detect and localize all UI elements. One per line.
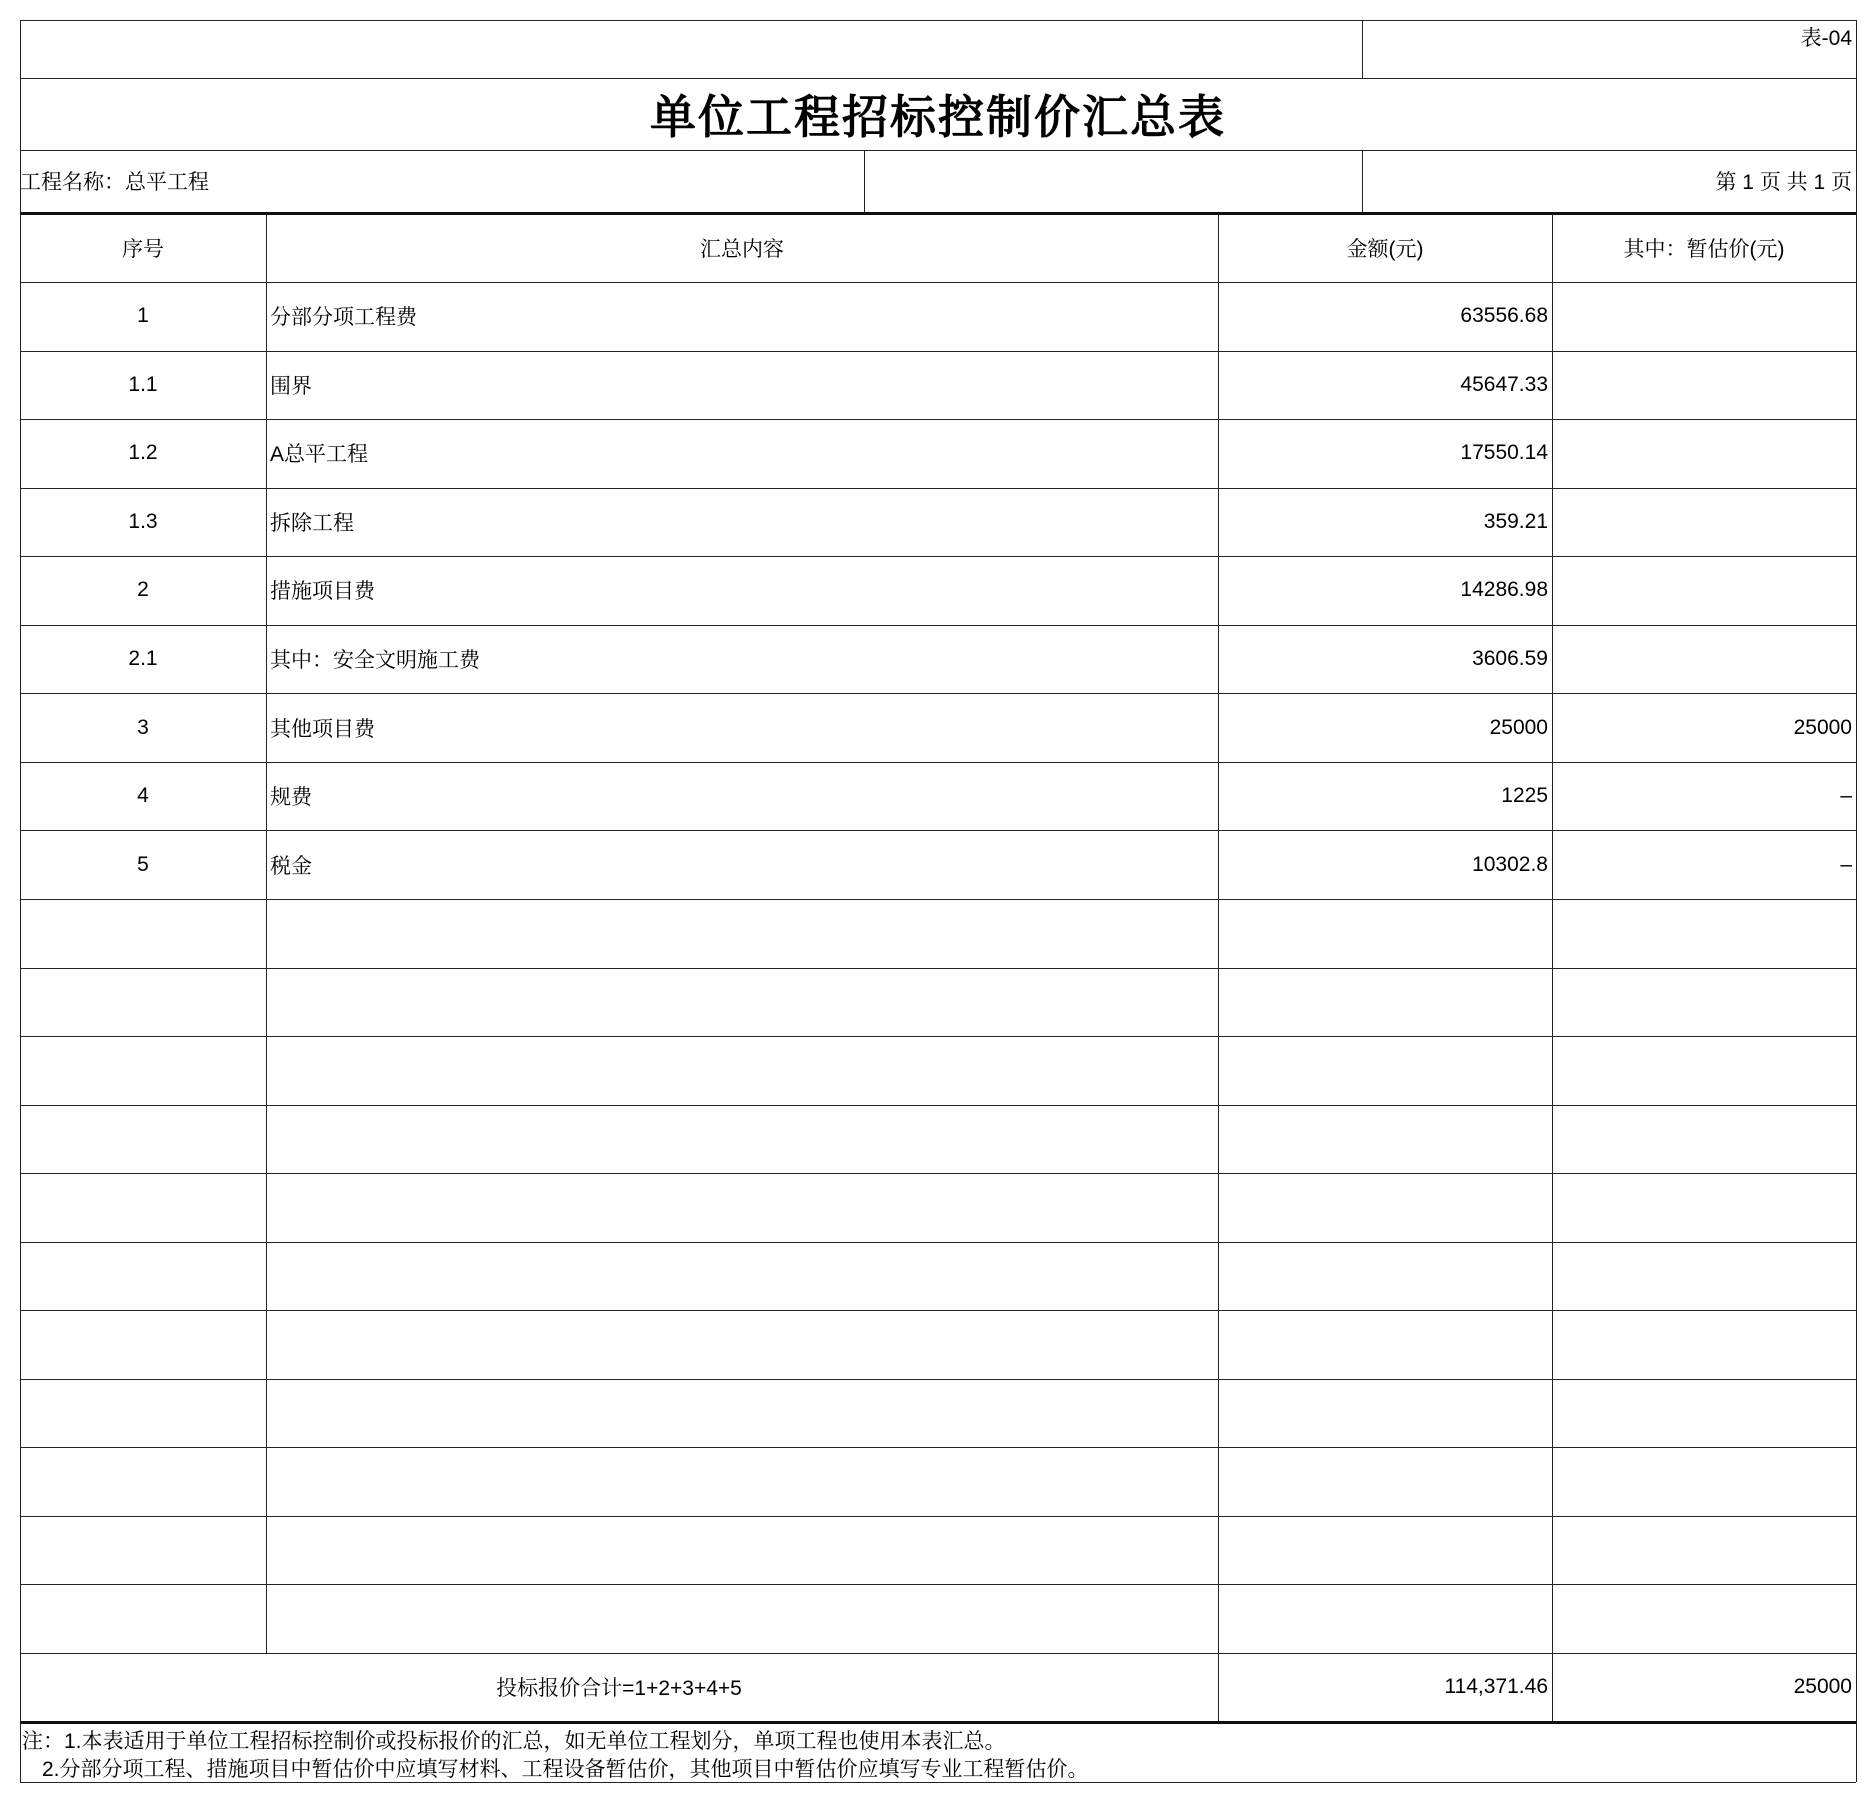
row-divider (20, 1173, 1856, 1174)
cell-amount: 3606.59 (1472, 647, 1548, 671)
cell-content: 其中：安全文明施工费 (270, 649, 480, 673)
cell-provisional (1552, 625, 1856, 694)
row-divider (20, 1516, 1856, 1517)
cell-provisional: 25000 (1793, 715, 1852, 739)
header-provisional: 其中：暂估价(元) (1623, 238, 1785, 261)
cell-provisional (1552, 488, 1856, 557)
cell-provisional (1552, 556, 1856, 625)
note-2: 2.分部分项工程、措施项目中暂估价中应填写材料、工程设备暂估价，其他项目中暂估价应填写专业工程暂估价。 (42, 1758, 1089, 1781)
row-divider (20, 1447, 1856, 1448)
cell-content: 其他项目费 (270, 717, 375, 741)
cell-amount: 63556.68 (1460, 304, 1548, 328)
cell-content: 分部分项工程费 (270, 306, 417, 330)
cell-seq: 4 (137, 784, 149, 808)
row-divider (20, 1584, 1856, 1585)
cell-provisional (1552, 351, 1856, 420)
note-1: 注：1.本表适用于单位工程招标控制价或投标报价的汇总，如无单位工程划分，单项工程也使用本表汇总。 (22, 1730, 1006, 1753)
row-divider (20, 1105, 1856, 1106)
cell-amount: 17550.14 (1460, 441, 1548, 465)
cell-seq: 1.1 (128, 372, 158, 396)
divider (864, 150, 865, 212)
cell-seq: 2.1 (128, 647, 158, 671)
page-title: 单位工程招标控制价汇总表 (650, 91, 1226, 143)
row-divider (20, 1310, 1856, 1311)
cell-seq: 2 (137, 578, 149, 602)
summary-sheet (20, 20, 1856, 1782)
cell-seq: 1 (137, 304, 149, 328)
row-divider (20, 1036, 1856, 1037)
cell-seq: 1.3 (128, 509, 158, 533)
row-divider (20, 968, 1856, 969)
cell-provisional (1552, 282, 1856, 351)
total-label: 投标报价合计=1+2+3+4+5 (496, 1677, 742, 1700)
divider (1362, 20, 1363, 78)
cell-seq: 1.2 (128, 441, 158, 465)
cell-content: 拆除工程 (270, 511, 354, 535)
cell-amount: 1225 (1501, 784, 1548, 808)
cell-amount: 45647.33 (1460, 372, 1548, 396)
cell-content: 措施项目费 (270, 580, 375, 604)
column-divider (1218, 214, 1219, 1721)
cell-amount: 14286.98 (1460, 578, 1548, 602)
cell-seq: 3 (137, 715, 149, 739)
column-divider (266, 214, 267, 1653)
cell-amount: 359.21 (1483, 509, 1548, 533)
form-id: 表-04 (1800, 27, 1852, 50)
project-name: 工程名称：总平工程 (20, 171, 209, 194)
table-bottom-border (20, 1721, 1856, 1724)
cell-provisional (1552, 419, 1856, 488)
row-divider (20, 1242, 1856, 1243)
column-divider (1552, 214, 1553, 1721)
header-amount: 金额(元) (1346, 238, 1424, 261)
total-amount: 114,371.46 (1444, 1675, 1548, 1698)
cell-provisional: – (1840, 784, 1852, 808)
page-info: 第 1 页 共 1 页 (1715, 171, 1852, 194)
cell-amount: 25000 (1489, 715, 1548, 739)
row-divider (20, 1379, 1856, 1380)
frame-top (20, 20, 1856, 21)
cell-provisional: – (1840, 852, 1852, 876)
total-provisional: 25000 (1793, 1675, 1852, 1698)
cell-content: 围界 (270, 374, 312, 398)
cell-seq: 5 (137, 852, 149, 876)
cell-content: 税金 (270, 854, 312, 878)
cell-content: 规费 (270, 786, 312, 810)
header-seq: 序号 (122, 238, 164, 261)
cell-amount: 10302.8 (1472, 852, 1548, 876)
row-divider (20, 899, 1856, 900)
frame-right (1856, 20, 1857, 1782)
cell-content: A总平工程 (270, 443, 369, 467)
header-content: 汇总内容 (700, 238, 784, 261)
